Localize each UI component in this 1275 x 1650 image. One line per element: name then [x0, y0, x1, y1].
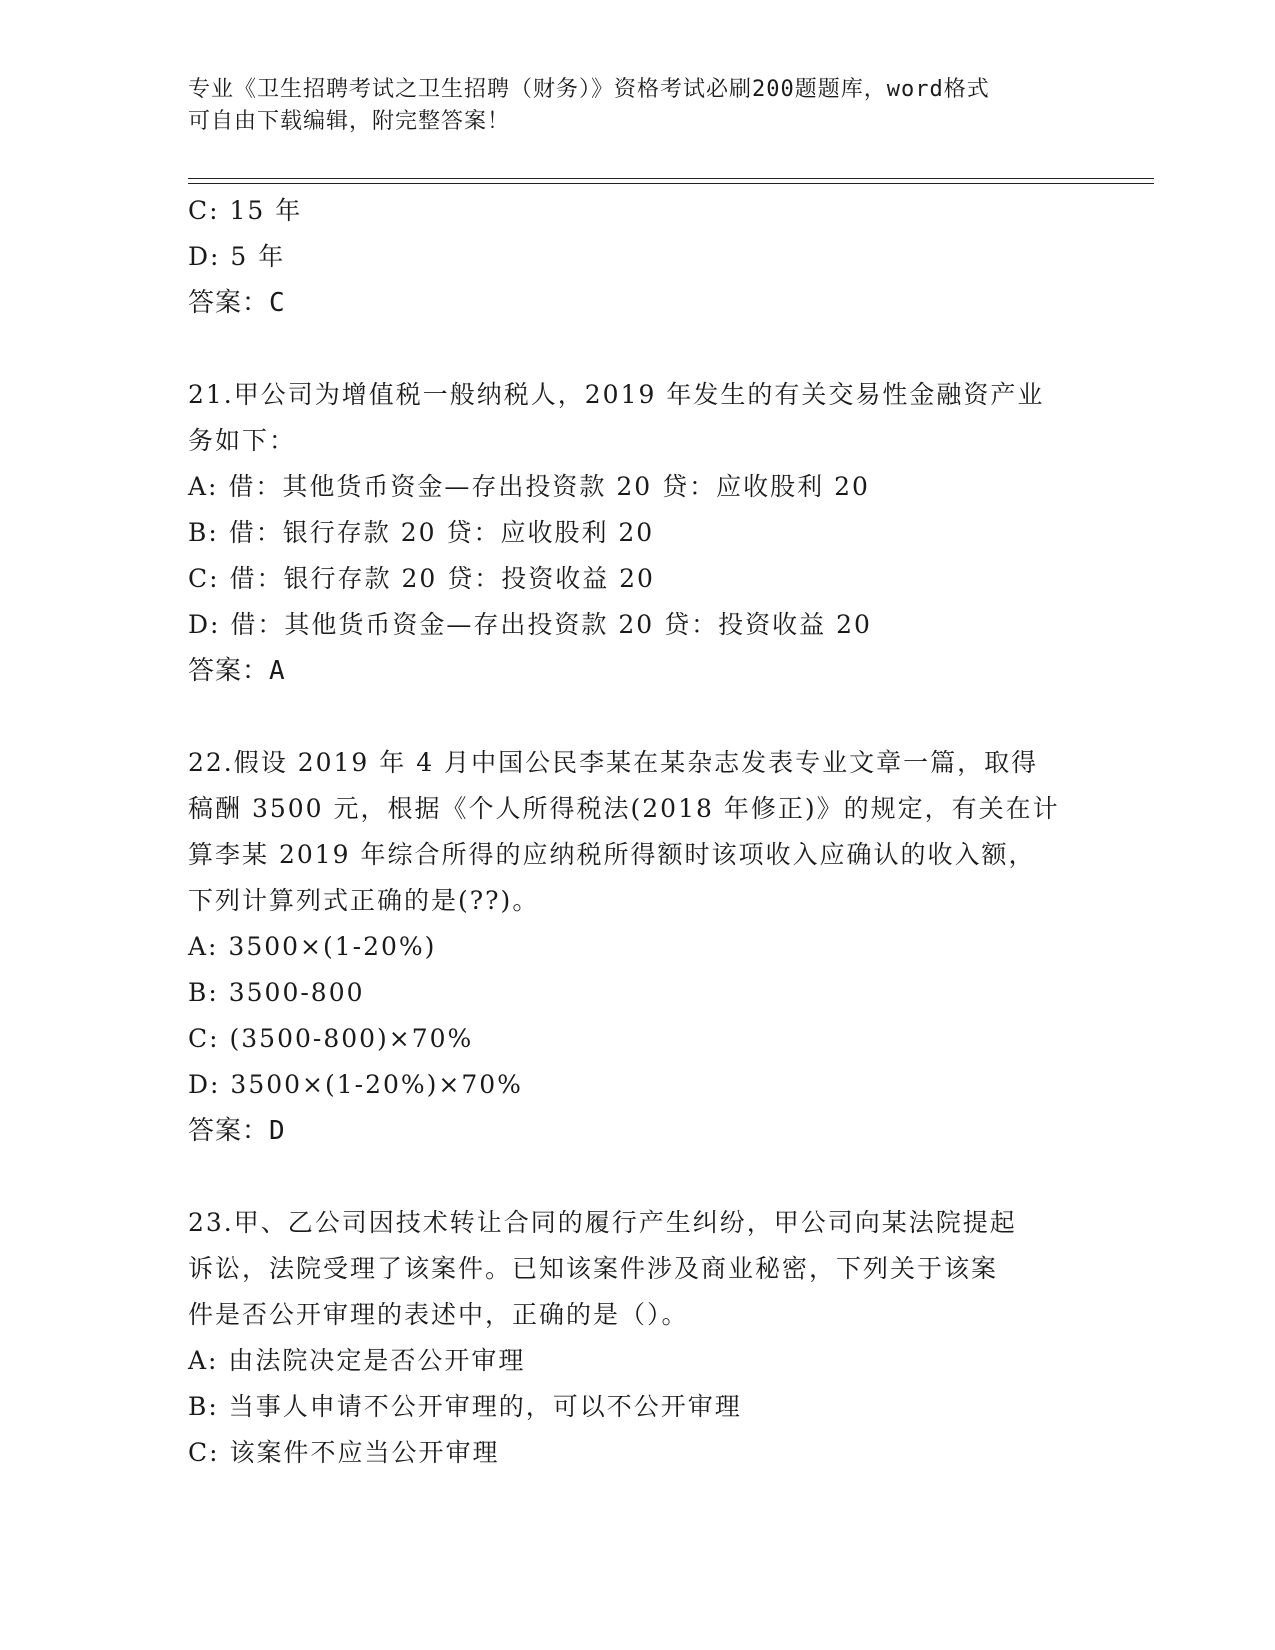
question-list: [188, 188, 1088, 1476]
answer-label: 答案：A: [188, 656, 286, 686]
question-stem: 22.假设 2019 年 4 月中国公民李某在某杂志发表专业文章一篇，取得: [188, 748, 1039, 777]
option-a: A: 由法院决定是否公开审理: [188, 1346, 526, 1375]
question-stem: 稿酬 3500 元，根据《个人所得税法(2018 年修正)》的规定，有关在计: [188, 794, 1060, 823]
document-header: [188, 74, 1088, 138]
option-d: D: 借：其他货币资金—存出投资款 20 贷：投资收益 20: [188, 610, 872, 639]
question-stem: 21.甲公司为增值税一般纳税人，2019 年发生的有关交易性金融资产业: [188, 380, 1045, 409]
question-stem: 下列计算列式正确的是(??)。: [188, 886, 540, 915]
question-stem: 务如下：: [188, 426, 297, 455]
question-stem: 件是否公开审理的表述中，正确的是（）。: [188, 1300, 689, 1329]
question-stem: 算李某 2019 年综合所得的应纳税所得额时该项收入应确认的收入额，: [188, 840, 1036, 869]
question-stem: 23.甲、乙公司因技术转让合同的履行产生纠纷，甲公司向某法院提起: [188, 1208, 1017, 1237]
question-22: [188, 740, 1088, 1154]
header-divider-top: [188, 178, 1154, 179]
option-a: A: 借：其他货币资金—存出投资款 20 贷：应收股利 20: [188, 472, 870, 501]
option-c: C: 15 年: [188, 196, 303, 225]
option-b: B: 当事人申请不公开审理的，可以不公开审理: [188, 1392, 742, 1421]
option-b: B: 借：银行存款 20 贷：应收股利 20: [188, 518, 655, 547]
option-a: A: 3500×(1-20%): [188, 932, 437, 961]
question-23: [188, 1200, 1088, 1476]
question-stem: 诉讼，法院受理了该案件。已知该案件涉及商业秘密，下列关于该案: [188, 1254, 999, 1283]
header-divider-bottom: [188, 183, 1154, 184]
option-c: C: 借：银行存款 20 贷：投资收益 20: [188, 564, 655, 593]
header-title-line-2: 可自由下载编辑，附完整答案！: [188, 109, 511, 134]
answer-label: 答案：D: [188, 1116, 286, 1146]
option-d: D: 5 年: [188, 242, 286, 271]
header-title-line-1: 专业《卫生招聘考试之卫生招聘（财务）》资格考试必刷200题题库，word格式: [188, 77, 990, 102]
previous-question-tail: [188, 188, 1088, 326]
option-b: B: 3500-800: [188, 978, 365, 1007]
option-c: C: (3500-800)×70%: [188, 1024, 474, 1053]
option-d: D: 3500×(1-20%)×70%: [188, 1070, 523, 1099]
option-c: C: 该案件不应当公开审理: [188, 1438, 500, 1467]
question-21: [188, 372, 1088, 694]
answer-label: 答案：C: [188, 288, 286, 318]
